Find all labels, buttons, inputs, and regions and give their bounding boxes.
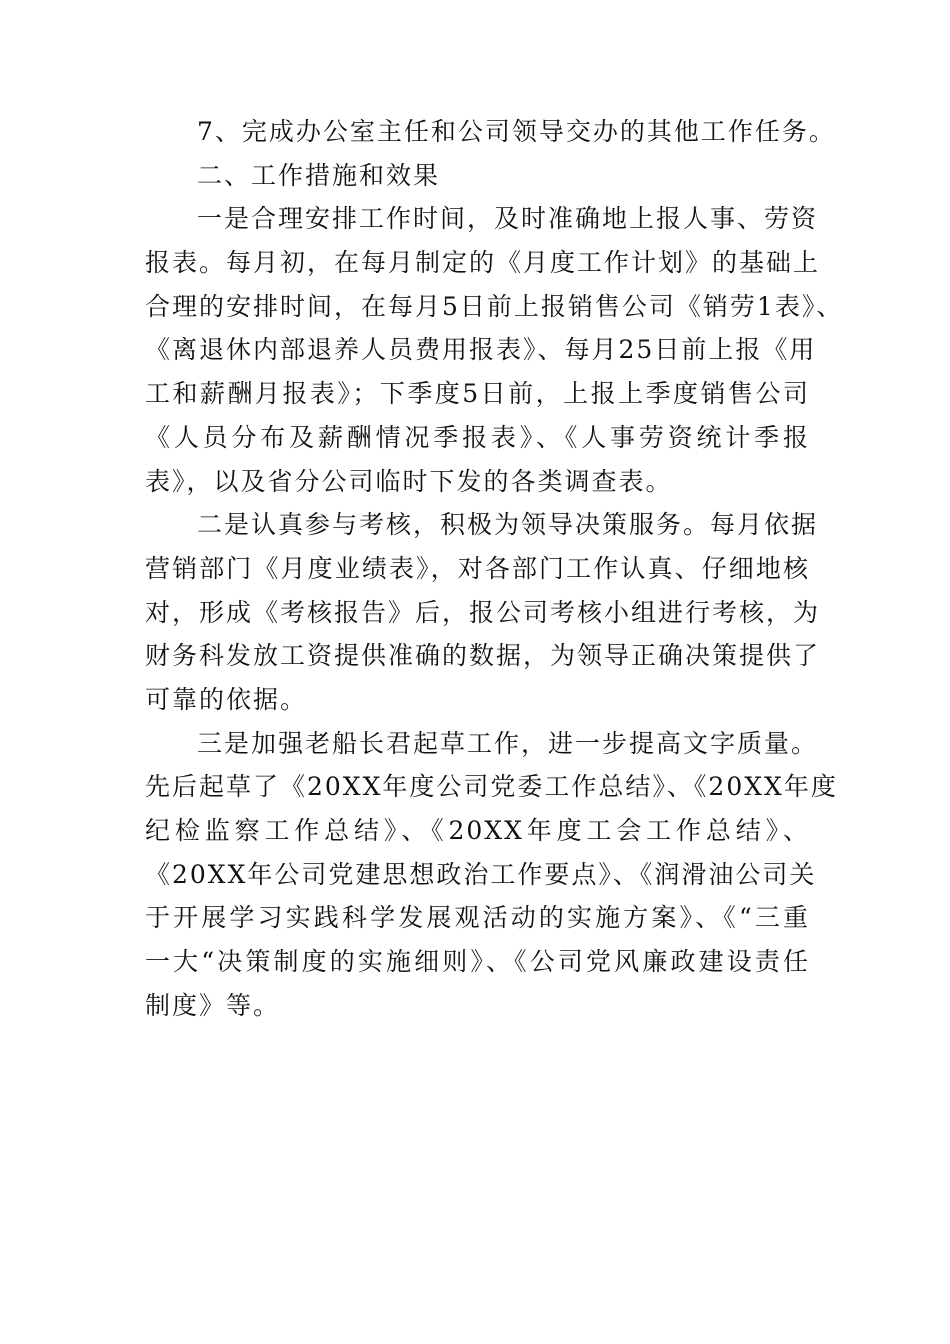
text-line: 先后起草了《20XX年度公司党委工作总结》、《20XX年度 (145, 772, 838, 802)
text-line: 表》，以及省分公司临时下发的各类调查表。 (145, 466, 673, 496)
text-line: 营销部门《月度业绩表》，对各部门工作认真、仔细地核 (145, 553, 810, 583)
paragraph-item-7 (145, 110, 836, 154)
paragraph-measure-2 (145, 503, 821, 721)
text-line: 对，形成《考核报告》后，报公司考核小组进行考核，为 (145, 597, 821, 627)
text-line: 《人员分布及薪酬情况季报表》、《人事劳资统计季报 (145, 422, 810, 452)
text-line: 可靠的依据。 (145, 684, 308, 714)
text-line: 于开展学习实践科学发展观活动的实施方案》、《“三重 (145, 903, 810, 933)
text-line: 《20XX年公司党建思想政治工作要点》、《润滑油公司关 (145, 859, 817, 889)
text-line: 三是加强老船长君起草工作，进一步提高文字质量。 (197, 728, 819, 758)
document-body (145, 110, 844, 1027)
text-line: 报表。每月初，在每月制定的《月度工作计划》的基础上 (145, 248, 821, 278)
text-line: 《离退休内部退养人员费用报表》、每月25日前上报《用 (145, 335, 817, 365)
paragraph-measure-1 (145, 197, 844, 503)
text-line: 二、工作措施和效果 (197, 160, 441, 190)
paragraph-measure-3 (145, 722, 838, 1028)
text-line: 7、完成办公室主任和公司领导交办的其他工作任务。 (197, 117, 836, 146)
paragraph-section-heading-2 (145, 154, 810, 198)
text-line: 合理的安排时间，在每月5日前上报销售公司《销劳1表》、 (145, 291, 844, 321)
text-line: 一大“决策制度的实施细则》、《公司党风廉政建设责任 (145, 947, 810, 977)
text-line: 工和薪酬月报表》；下季度5日前，上报上季度销售公司 (145, 379, 810, 409)
text-line: 一是合理安排工作时间，及时准确地上报人事、劳资 (197, 204, 819, 234)
text-line: 财务科发放工资提供准确的数据，为领导正确决策提供了 (145, 641, 821, 671)
text-line: 制度》等。 (145, 990, 281, 1020)
text-line: 二是认真参与考核，积极为领导决策服务。每月依据 (197, 510, 819, 540)
text-line: 纪检监察工作总结》、《20XX年度工会工作总结》、 (145, 816, 810, 845)
